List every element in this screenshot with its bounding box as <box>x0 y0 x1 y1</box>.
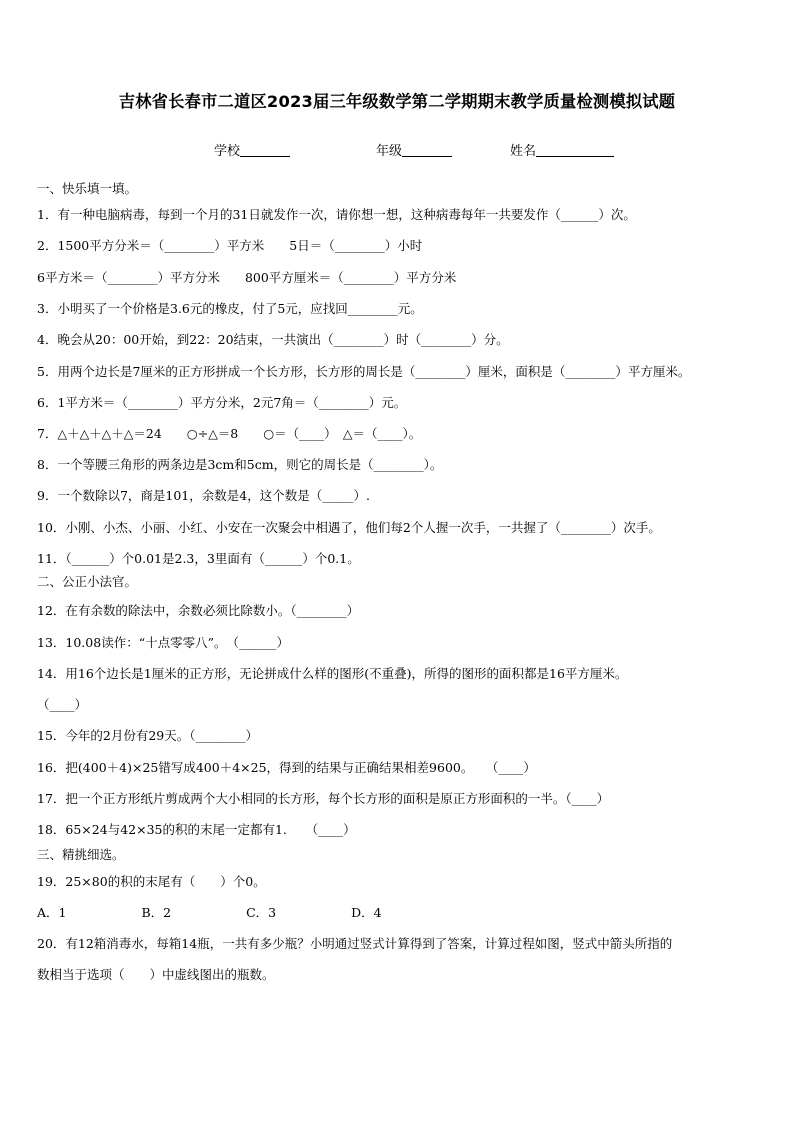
question-14: 14．用16个边长是1厘米的正方形，无论拼成什么样的图形(不重叠)，所得的图形的面积都是16平方厘米。 <box>37 666 628 681</box>
exam-title: 吉林省长春市二道区2023届三年级数学第二学期期末教学质量检测模拟试题 <box>118 92 676 111</box>
grade-field <box>376 140 452 159</box>
question-3: 3．小明买了一个价格是3.6元的橡皮，付了5元，应找回________元。 <box>37 301 423 316</box>
question-11: 11．（______）个0.01是2.3，3里面有（______）个0.1。 <box>37 551 360 566</box>
question-7: 7．△＋△＋△＋△＝24 ○÷△＝8 ○＝（____） △＝（____）。 <box>37 426 422 441</box>
question-19: 19．25×80的积的末尾有（ ）个0。 <box>37 874 266 889</box>
school-field <box>214 140 290 159</box>
grade-blank[interactable] <box>402 144 452 157</box>
question-17: 17．把一个正方形纸片剪成两个大小相同的长方形，每个长方形的面积是原正方形面积的一半。（____） <box>37 791 610 806</box>
question-15: 15．今年的2月份有29天。（________） <box>37 728 259 743</box>
section-heading-2: 二、公正小法官。 <box>37 574 138 589</box>
question-13: 13．10.08读作：“十点零零八”。 （______） <box>37 635 289 650</box>
question-4: 4．晚会从20：00开始，到22：20结束，一共演出（________）时（________）分。 <box>37 332 509 347</box>
name-blank[interactable] <box>536 144 614 157</box>
name-field <box>510 140 614 159</box>
section-heading-3: 三、精挑细选。 <box>37 847 125 862</box>
question-20: 20．有12箱消毒水，每箱14瓶，一共有多少瓶？小明通过竖式计算得到了答案，计算过程如图，竖式中箭头所指的 <box>37 936 673 951</box>
section-heading-1: 一、快乐填一填。 <box>37 181 138 196</box>
question-16: 16．把(400＋4)×25错写成400＋4×25，得到的结果与正确结果相差9600。 （____） <box>37 760 536 775</box>
question-2b: 6平方米＝（________）平方分米 800平方厘米＝（________）平方分米 <box>37 270 457 285</box>
school-label: 学校 <box>214 144 241 159</box>
question-12: 12．在有余数的除法中，余数必须比除数小。（________） <box>37 603 360 618</box>
name-label: 姓名 <box>510 144 537 159</box>
question-10: 10．小刚、小杰、小丽、小红、小安在一次聚会中相遇了，他们每2个人握一次手，一共握了（________）次手。 <box>37 520 661 535</box>
grade-label: 年级 <box>376 144 403 159</box>
question-6: 6．1平方米＝（________）平方分米，2元7角＝（________）元。 <box>37 395 407 410</box>
question-19-options: A．1 B．2 C．3 D．4 <box>37 905 382 920</box>
school-blank[interactable] <box>240 144 290 157</box>
question-8: 8．一个等腰三角形的两条边是3cm和5cm，则它的周长是（________）。 <box>37 457 443 472</box>
question-5: 5．用两个边长是7厘米的正方形拼成一个长方形，长方形的周长是（________）厘米，面积是（________）平方厘米。 <box>37 364 691 379</box>
question-14-answer: （____） <box>37 697 88 712</box>
question-9: 9．一个数除以7，商是101，余数是4，这个数是（_____）. <box>37 488 370 503</box>
question-18: 18．65×24与42×35的积的末尾一定都有1. （____） <box>37 822 356 837</box>
question-20-continued: 数相当于选项（ ）中虚线图出的瓶数。 <box>37 967 275 982</box>
question-1: 1．有一种电脑病毒，每到一个月的31日就发作一次，请你想一想，这种病毒每年一共要发作（______）次。 <box>37 207 636 222</box>
question-2a: 2．1500平方分米＝（________）平方米 5日＝（________）小时 <box>37 238 423 253</box>
